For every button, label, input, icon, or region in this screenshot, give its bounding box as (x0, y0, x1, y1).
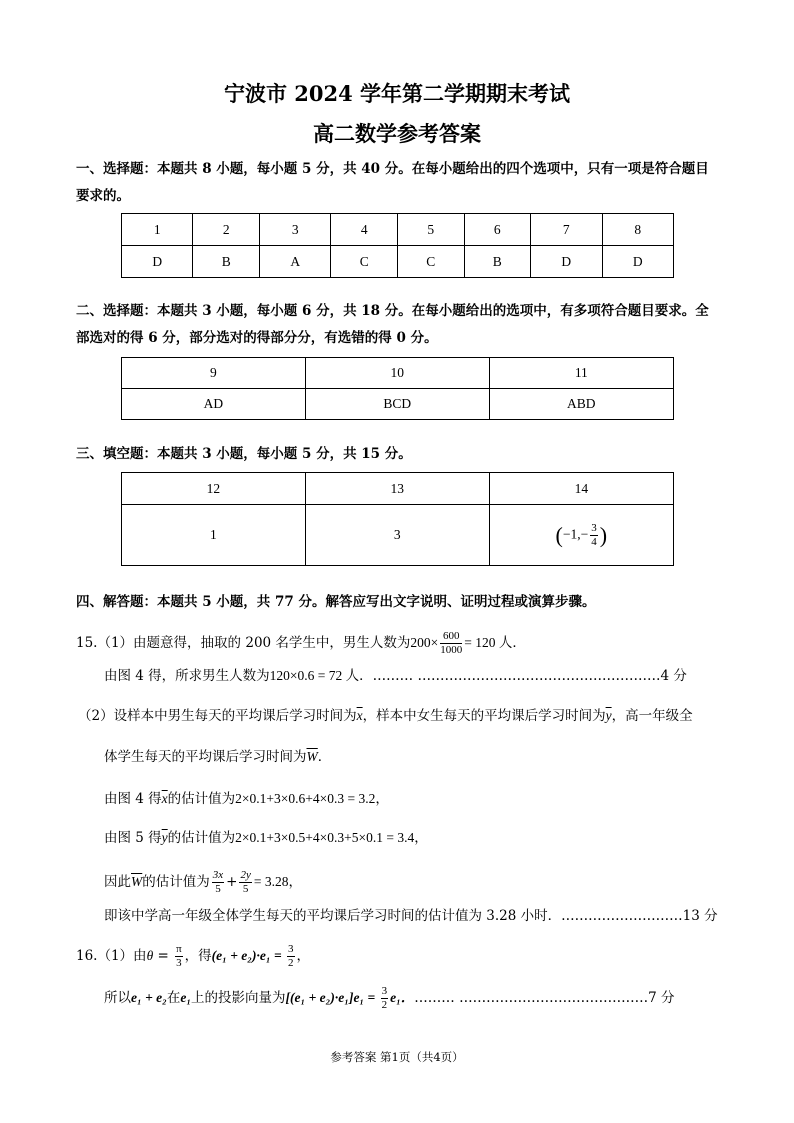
answer-cell: D (531, 246, 602, 278)
section-1-heading: 一、选择题：本题共 8 小题，每小题 5 分，共 40 分。在每小题给出的四个选项中，只有一项是符合题目要求的。 (76, 161, 709, 204)
question-number: 6 (464, 214, 531, 246)
fraction: $\frac{2y}{5}$ (240, 869, 251, 895)
table-row (122, 505, 674, 566)
question-number: 5 (397, 214, 464, 246)
answer-cell: AD (122, 389, 306, 420)
answer-cell: BCD (305, 389, 489, 420)
right-paren: ) (599, 522, 608, 547)
answer-cell: C (331, 246, 398, 278)
question-number: 9 (122, 358, 306, 389)
q15-line-5: 由图 4 得$\overline{x}$的估计值为2×0.1+3×0.6+4×0.3 = 3.2， (104, 791, 389, 807)
var-y-bar: $\overline{y}$ (161, 830, 168, 845)
fraction: $\frac{3}{2}$ (381, 985, 388, 1011)
answer-cell: B (464, 246, 531, 278)
denominator: 4 (591, 535, 597, 548)
q15-line-1: 15.（1）由题意得，抽取的 200 名学生中，男生人数为200× $\frac{600}{1000}$ = 120 人． (76, 630, 526, 656)
answer-cell: A (259, 246, 330, 278)
table-row (122, 214, 674, 246)
answer-cell-14 (489, 505, 673, 566)
fraction: $\frac{3}{2}$ (288, 943, 294, 969)
q15-line-3: （2）设样本中男生每天的平均课后学习时间为$\overline{x}$，样本中女生每天的平均课后学习时间为$\overline{y}$，高一年级全 (78, 708, 693, 724)
var-x-bar: $\overline{x}$ (356, 708, 363, 723)
fraction: $\frac{3x}{5}$ (212, 869, 224, 895)
section-1-table (121, 213, 674, 278)
fraction: $\frac{\pi}{3}$ (176, 943, 182, 969)
var-w-bar: $\overline{W}$ (131, 874, 143, 889)
q15-line-7: 因此$\overline{W}$的估计值为 $\frac{3x}{5}$ + $\frac{2y}{5}$ = 3.28， (104, 869, 302, 895)
fraction: $\frac{600}{1000}$ (440, 630, 463, 656)
interval-prefix: −1,− (562, 526, 589, 542)
answer-cell: D (602, 246, 674, 278)
question-number: 10 (305, 358, 489, 389)
q15-line-6: 由图 5 得$\overline{y}$的估计值为2×0.1+3×0.5+4×0.3+5×0.1 = 3.4， (104, 830, 428, 846)
table-row (122, 389, 674, 420)
table-row (122, 473, 674, 505)
question-number: 2 (193, 214, 260, 246)
answer-cell: 1 (122, 505, 306, 566)
answer-cell: 3 (305, 505, 489, 566)
section-2-table (121, 357, 674, 420)
q15-line-2: 由图 4 得，所求男生人数为120×0.6 = 72 人．……… ………………………………………………4 分 (104, 668, 687, 684)
page-footer: 参考答案 第1页（共4页） (330, 1050, 464, 1064)
section-4-heading: 四、解答题：本题共 5 小题，共 77 分。解答应写出文字说明、证明过程或演算步骤。 (76, 594, 596, 610)
section-3-heading: 三、填空题：本题共 3 小题，每小题 5 分，共 15 分。 (76, 446, 412, 462)
answer-cell: D (122, 246, 193, 278)
question-number: 14 (489, 473, 673, 505)
section-3-table (121, 472, 674, 566)
question-number: 1 (122, 214, 193, 246)
q15-line-8: 即该中学高一年级全体学生每天的平均课后学习时间的估计值为 3.28 小时．………………………13 分 (104, 908, 718, 924)
score-dots: ……… ………………………………………………4 分 (372, 668, 687, 684)
question-number: 3 (259, 214, 330, 246)
question-number: 7 (531, 214, 602, 246)
var-y-bar: $\overline{y}$ (605, 708, 612, 723)
question-number: 13 (305, 473, 489, 505)
q16-line-2: 所以e₁ + e₂在e₁上的投影向量为[(e₁ + e₂)·e₁]e₁ = $\frac{3}{2}$ e₁．……… ……………………………………7 分 (104, 985, 675, 1011)
left-paren: ( (555, 522, 563, 547)
section-2-heading: 二、选择题：本题共 3 小题，每小题 6 分，共 18 分。在每小题给出的选项中，有多项符合题目要求。全部选对的得 6 分，部分选对的得部分分，有选错的得 0 分。 (76, 303, 709, 346)
answer-cell: ABD (489, 389, 673, 420)
score-dots: ………………………13 分 (561, 908, 718, 924)
numerator: 3 (591, 521, 597, 534)
fraction (590, 522, 598, 549)
question-number: 11 (489, 358, 673, 389)
question-number: 12 (122, 473, 306, 505)
score-dots: ……… ……………………………………7 分 (414, 990, 675, 1006)
question-number: 8 (602, 214, 674, 246)
table-row (122, 246, 674, 278)
var-w-bar: $\overline{W}$ (306, 749, 318, 764)
q16-line-1: 16.（1）由θ = $\frac{\pi}{3}$ ，得(e₁ + e₂)·e₁ = $\frac{3}{2}$ ， (76, 943, 311, 969)
answer-cell: B (193, 246, 260, 278)
exam-title: 宁波市 2024 学年第二学期期末考试 (223, 81, 571, 106)
var-x-bar: $\overline{x}$ (161, 791, 168, 806)
q15-line-4: 体学生每天的平均课后学习时间为$\overline{W}$． (104, 749, 332, 765)
answer-key-title: 高二数学参考答案 (313, 121, 481, 146)
question-number: 4 (331, 214, 398, 246)
answer-cell: C (397, 246, 464, 278)
table-row (122, 358, 674, 389)
